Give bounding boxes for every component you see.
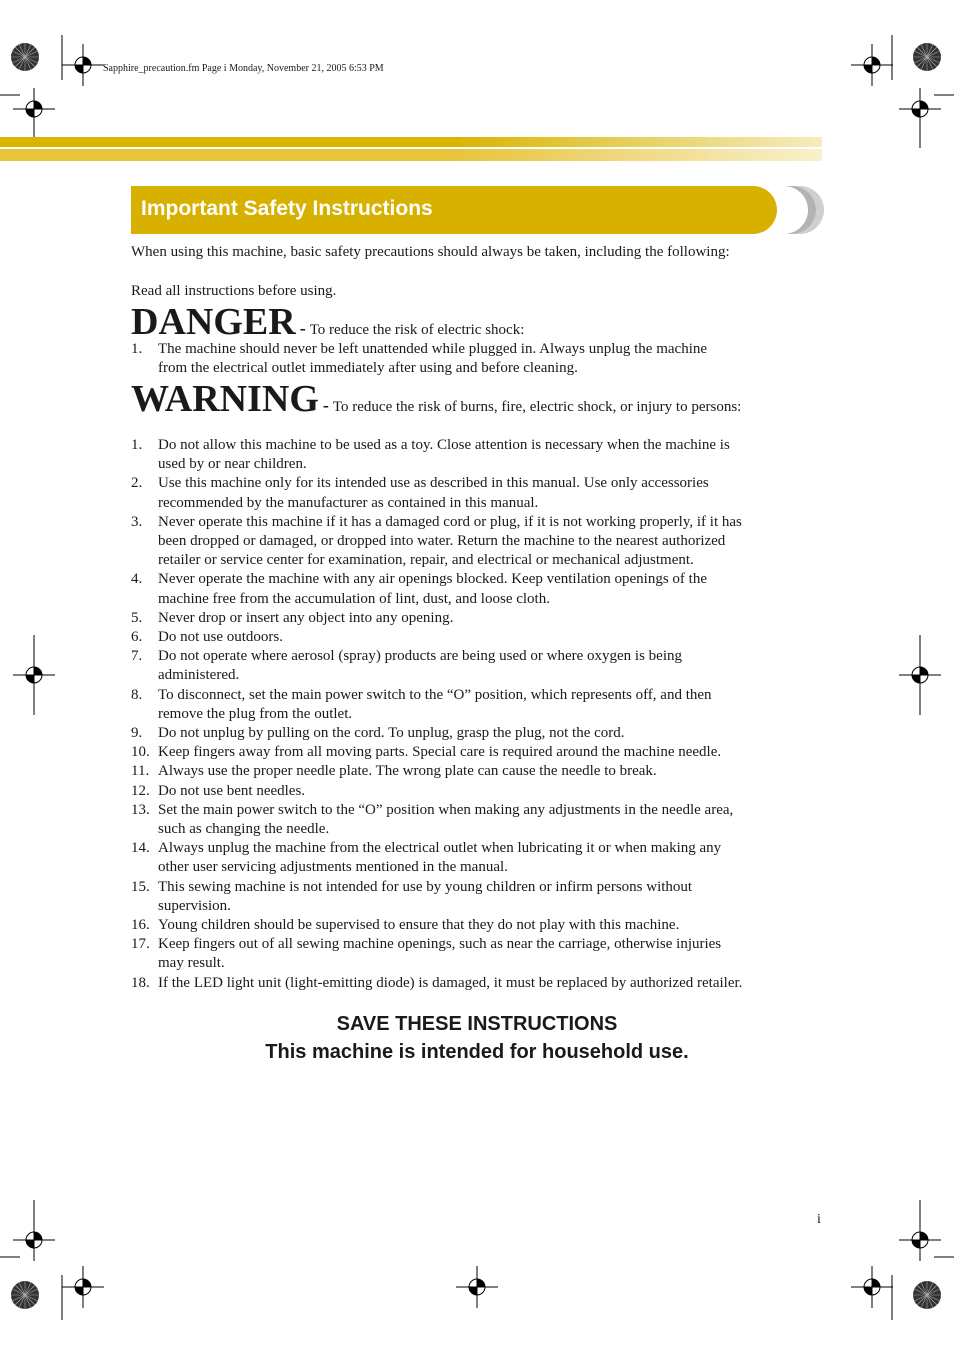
list-item-line: administered.	[158, 667, 240, 684]
list-item-line: Always unplug the machine from the electrical outlet when lubricating it or when making any	[158, 840, 722, 857]
household-use-note: This machine is intended for household use.	[265, 1041, 689, 1063]
list-item-line: Keep fingers out of all sewing machine openings, such as near the carriage, otherwise injuries	[158, 936, 722, 953]
list-item-line: If the LED light unit (light-emitting diode) is damaged, it must be replaced by authorized retailer.	[158, 974, 743, 991]
list-item-text	[158, 686, 823, 724]
registration-mark-icon	[899, 1219, 941, 1261]
list-item-number: 15.	[131, 878, 150, 895]
list-item-line: Never drop or insert any object into any opening.	[158, 609, 454, 626]
registration-mark-icon	[13, 654, 55, 696]
registration-mark-icon	[13, 88, 55, 130]
list-item-text	[158, 647, 823, 685]
list-item-line: Young children should be supervised to ensure that they do not play with this machine.	[158, 917, 680, 933]
list-item-number: 1.	[131, 341, 143, 357]
section-title: Important Safety Instructions	[141, 197, 433, 220]
list-item-text	[158, 743, 823, 762]
list-item-number: 3.	[131, 513, 143, 530]
list-item-line: Set the main power switch to the “O” position when making any adjustments in the needle area,	[158, 801, 734, 818]
list-item-text	[158, 513, 823, 571]
list-item-text	[158, 609, 823, 628]
color-target-icon	[912, 42, 942, 72]
list-item-line: recommended by the manufacturer as contained in this manual.	[158, 494, 539, 511]
list-item-line: machine free from the accumulation of lint, dust, and loose cloth.	[158, 590, 550, 607]
list-item-text	[158, 935, 823, 973]
list-item-text	[158, 570, 823, 608]
list-item-line: Do not unplug by pulling on the cord. To unplug, grasp the plug, not the cord.	[158, 725, 625, 741]
list-item-line: retailer or service center for examination, repair, and electrical or mechanical adjustment.	[158, 552, 694, 569]
list-item-number: 16.	[131, 917, 150, 933]
file-info-header: Sapphire_precaution.fm Page i Monday, November 21, 2005 6:53 PM	[103, 63, 384, 74]
list-item-line: other user servicing adjustments mentioned in the manual.	[158, 859, 508, 876]
registration-mark-icon	[899, 654, 941, 696]
list-item-line: The machine should never be left unattended while plugged in. Always unplug the machine	[158, 341, 708, 357]
list-item-line: from the electrical outlet immediately after using and before cleaning.	[158, 360, 578, 377]
list-item-number: 12.	[131, 782, 150, 799]
registration-mark-icon	[851, 44, 893, 86]
list-item-text	[158, 974, 823, 993]
list-item-text	[158, 916, 823, 935]
list-item-number: 13.	[131, 801, 150, 818]
read-all-text: Read all instructions before using.	[131, 283, 337, 299]
save-instructions: SAVE THESE INSTRUCTIONS	[336, 1013, 618, 1035]
list-item-line: Do not allow this machine to be used as a toy. Close attention is necessary when the machine is	[158, 437, 730, 453]
registration-mark-icon	[851, 1266, 893, 1308]
list-item-number: 4.	[131, 571, 143, 588]
list-item-line: This sewing machine is not intended for use by young children or infirm persons without	[158, 878, 693, 895]
list-item-line: Do not use outdoors.	[158, 629, 283, 645]
list-item-line: Do not use bent needles.	[158, 782, 306, 799]
list-item-text	[158, 801, 823, 839]
title-tab-decoration-icon	[770, 186, 824, 234]
registration-mark-icon	[456, 1266, 498, 1308]
list-item-line: remove the plug from the outlet.	[158, 705, 353, 722]
list-item-text	[158, 839, 823, 877]
warning-dash: -	[322, 395, 329, 415]
list-item-number: 14.	[131, 840, 150, 857]
list-item-number: 10.	[131, 744, 150, 761]
list-item-line: Never operate the machine with any air openings blocked. Keep ventilation openings of the	[158, 571, 707, 588]
list-item-line: Always use the proper needle plate. The wrong plate can cause the needle to break.	[158, 763, 657, 780]
list-item-line: used by or near children.	[158, 456, 307, 473]
danger-text: To reduce the risk of electric shock:	[309, 322, 525, 338]
color-target-icon	[10, 42, 40, 72]
registration-mark-icon	[13, 1219, 55, 1261]
page-number: i	[817, 1212, 821, 1227]
warning-heading	[131, 380, 741, 418]
danger-word: DANGER	[131, 301, 296, 343]
list-item-number: 18.	[131, 974, 150, 991]
list-item-text	[158, 782, 823, 801]
list-item-line: supervision.	[158, 897, 231, 914]
list-item-line: may result.	[158, 955, 225, 972]
list-item-line: Do not operate where aerosol (spray) products are being used or where oxygen is being	[158, 648, 682, 665]
list-item-number: 2.	[131, 475, 143, 492]
list-item-text	[158, 724, 823, 743]
list-item-text	[158, 474, 823, 512]
list-item-line: Use this machine only for its intended use as described in this manual. Use only accessories	[158, 475, 709, 492]
list-item-text	[158, 878, 823, 916]
list-item-number: 5.	[131, 609, 143, 626]
decorative-top-band	[0, 137, 822, 161]
list-item-number: 11.	[131, 763, 150, 780]
list-item-number: 17.	[131, 936, 150, 953]
registration-mark-icon	[62, 44, 104, 86]
list-item-number: 8.	[131, 686, 143, 703]
danger-dash: -	[299, 318, 306, 338]
list-item-number: 1.	[131, 437, 143, 453]
intro-text: When using this machine, basic safety precautions should always be taken, including the following:	[131, 244, 730, 260]
list-item-text	[158, 436, 823, 474]
list-item-line: Keep fingers away from all moving parts. Special care is required around the machine needle.	[158, 744, 722, 761]
warning-word: WARNING	[131, 378, 319, 420]
warning-text: To reduce the risk of burns, fire, electric shock, or injury to persons:	[332, 399, 742, 415]
color-target-icon	[912, 1280, 942, 1310]
list-item-number: 6.	[131, 629, 143, 645]
list-item-text	[158, 340, 823, 378]
danger-heading	[131, 303, 524, 341]
list-item-line: been dropped or damaged, or dropped into water. Return the machine to the nearest authorized	[158, 533, 726, 549]
registration-mark-icon	[62, 1266, 104, 1308]
list-item-text	[158, 762, 823, 781]
list-item-text	[158, 628, 823, 647]
list-item-line: To disconnect, set the main power switch to the “O” position, which represents off, and then	[158, 686, 712, 703]
list-item-line: such as changing the needle.	[158, 821, 330, 837]
color-target-icon	[10, 1280, 40, 1310]
list-item-number: 9.	[131, 725, 143, 741]
list-item-number: 7.	[131, 648, 143, 665]
registration-mark-icon	[899, 88, 941, 130]
list-item-line: Never operate this machine if it has a damaged cord or plug, if it is not working properly, if it has	[158, 513, 742, 530]
